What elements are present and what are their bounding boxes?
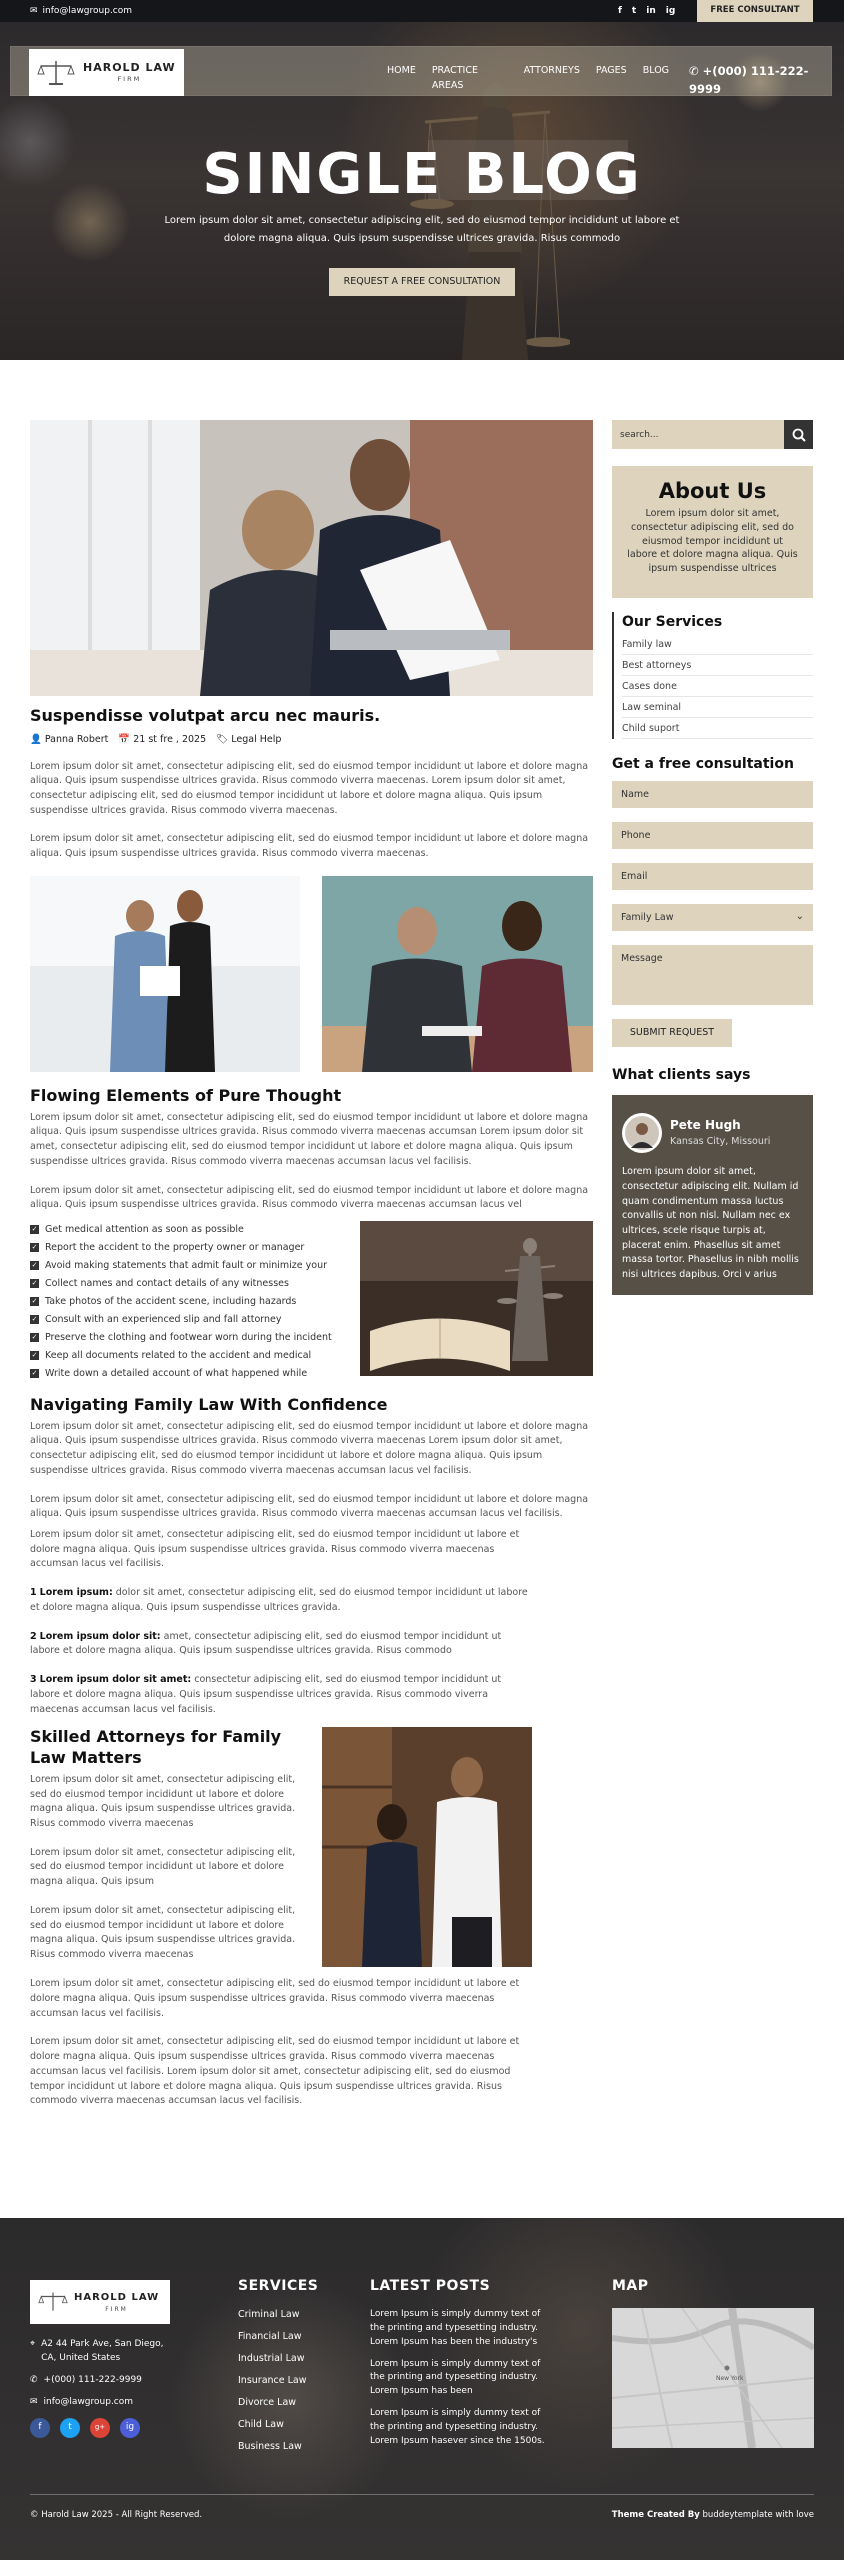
footer-map-col [612,2276,814,2453]
phone-icon: ✆ [30,2374,38,2385]
checkbox-icon: ✓ [31,1369,38,1378]
logo-subtitle: FIRM [117,75,142,84]
numbered-item-lead: Lorem ipsum: [39,1587,113,1599]
paragraph: Lorem ipsum dolor sit amet, consectetur adipiscing elit, sed do eiusmod tempor incididunt ut labore et dolore magna aliqua. Quis ipsum suspendisse ultrices gravida. Risus commodo viverra maecenas accumsan lacus vel facilisis. Lorem ipsum dolor sit amet, consectetur adipiscing elit, sed do eiusmod tempor incididunt ut labore et dolore magna aliqua. Quis ipsum suspendisse ultrices gravida. Risus commodo viverra maecenas accumsan lacus vel facilisis. [30,2036,520,2107]
post-date-text: 21 st fre , 2025 [133,733,207,745]
nav-item-attorneys[interactable]: ATTORNEYS [523,65,580,76]
footer-address-text: A2 44 Park Ave, San Diego, CA, United States [41,2339,164,2363]
post-category[interactable] [216,733,281,748]
attorneys-image [322,1727,532,1967]
paragraph: Lorem ipsum dolor sit amet, consectetur adipiscing elit, sed do eiusmod tempor incididunt ut labore et dolore magna aliqua. Quis ipsum suspendisse ultrices gravida. Risus commodo viverra maecenas [30,1904,296,1961]
avatar [622,1113,662,1153]
page-title: SINGLE BLOG [202,142,642,207]
client-avatar-icon [625,1116,659,1150]
checklist-item-text: Preserve the clothing and footwear worn during the incident [45,1331,332,1343]
twitter-icon[interactable]: t [631,6,637,16]
checklist-item-text: Write down a detailed account of what happened while [45,1367,308,1379]
service-link[interactable]: Child suport [622,718,813,739]
checklist-item-text: Consult with an experienced slip and fall attorney [45,1313,282,1325]
footer-socials [30,2418,170,2438]
footer-phone-text: +(000) 111-222-9999 [43,2374,142,2385]
hero-description: Lorem ipsum dolor sit amet, consectetur adipiscing elit, sed do eiusmod tempor incididunt ut labore et dolore magna aliqua. Quis ipsum suspendisse ultrices gravida. Risus commodo [164,215,680,244]
checklist-item-text: Collect names and contact details of any witnesses [45,1277,289,1289]
site-logo[interactable] [29,49,184,96]
paragraph: Lorem ipsum dolor sit amet, consectetur adipiscing elit, sed do eiusmod tempor incididunt ut labore et dolore magna aliqua. Quis ipsum suspendisse ultrices gravida. Risus commodo viverra maecenas accumsan lacus vel facilisis. [30,1493,589,1520]
footer-map-title: MAP [612,2278,649,2294]
numbered-item-number: 2 [30,1630,37,1642]
footer-post-link[interactable]: Lorem Ipsum is simply dummy text of the printing and typesetting industry. Lorem Ipsum hasever since the 1500s. [370,2408,545,2447]
submit-request-button[interactable]: SUBMIT REQUEST [612,1019,732,1047]
footer-logo[interactable] [30,2280,170,2324]
consultation-image-right [322,876,593,1072]
footer-email[interactable] [30,2396,170,2410]
footer-service-link[interactable]: Child Law [238,2418,284,2430]
top-bar [0,0,844,22]
checklist-item-text: Report the accident to the property owner or manager [45,1241,305,1253]
instagram-icon[interactable]: ig [665,6,676,16]
checkbox-icon: ✓ [31,1261,38,1270]
topbar-email-text: info@lawgroup.com [42,6,133,16]
service-link[interactable]: Law seminal [622,697,813,718]
footer-contact-col [30,2280,170,2438]
nav-item-blog[interactable]: BLOG [642,65,670,76]
calendar-icon: 📅 [118,733,134,745]
checkbox-icon: ✓ [31,1351,38,1360]
user-icon: 👤 [30,733,45,745]
search-bar [612,420,813,449]
services-title: Our Services [622,614,723,630]
hero-banner [0,22,844,360]
paragraph: Lorem ipsum dolor sit amet, consectetur adipiscing elit, sed do eiusmod tempor incididunt ut labore et dolore magna aliqua. Quis ipsum suspendisse ultrices gravida. Risus commodo viverra maecenas Lorem ipsum dolor sit amet, consectetur adipiscing elit, sed do eiusmod tempor incididunt ut labore et dolore magna aliqua. Quis ipsum suspendisse ultrices gravida. Risus commodo viverra maecenas accumsan lacus vel facilisis. [30,1420,589,1476]
checkbox-icon: ✓ [31,1279,38,1288]
nav-item-home[interactable]: HOME [387,65,416,76]
testimonial-text: Lorem ipsum dolor sit amet, consectetur adipiscing elit. Nullam id quam condimentum massa luctus convallis ut non nisl. Nullam nec ex ultrices, scele risque turpis at, placerat enim. Phasellus sit amet massa tortor. Phasellus in nibh mollis nisi ultrices dapibus. Orci v arius [622,1166,799,1281]
footer-service-link[interactable]: Insurance Law [238,2374,307,2386]
footer-post-link[interactable]: Lorem Ipsum is simply dummy text of the printing and typesetting industry. Lorem Ipsum has been [370,2358,541,2397]
scales-logo-icon [37,59,75,87]
checklist-item-text: Get medical attention as soon as possible [45,1223,244,1235]
footer-bottom-bar [30,2494,814,2522]
client-location: Kansas City, Missouri [670,1136,771,1147]
instagram-icon[interactable]: ig [120,2418,140,2438]
footer-posts-title: LATEST POSTS [370,2278,491,2294]
facebook-icon[interactable]: f [30,2418,50,2438]
nav-phone[interactable] [689,63,831,99]
location-pin-icon: ⌖ [30,2339,36,2349]
numbered-item-number: 1 [30,1587,37,1599]
mail-icon: ✉ [30,6,38,16]
paragraph: Lorem ipsum dolor sit amet, consectetur adipiscing elit, sed do eiusmod tempor incididunt ut labore et dolore magna aliqua. Quis ipsum suspendisse ultrices gravida. Risus commodo viverra maecenas accumsan lacus vel facilisis. [30,1529,520,1570]
practice-area-select-value: Family Law [621,912,674,924]
post-meta [30,733,593,748]
footer-phone[interactable] [30,2374,170,2388]
paragraph: Lorem ipsum dolor sit amet, consectetur adipiscing elit, sed do eiusmod tempor incididunt ut labore et dolore magna aliqua. Quis ipsum [30,1846,296,1888]
checkbox-icon: ✓ [31,1243,38,1252]
section-heading-navigating: Navigating Family Law With Confidence [30,1394,388,1414]
footer-service-link[interactable]: Industrial Law [238,2352,305,2364]
twitter-icon[interactable]: t [60,2418,80,2438]
numbered-item-text: amet, consectetur adipiscing elit, sed do eiusmod tempor incididunt ut labore et dolore magna aliqua. Quis ipsum suspendisse ultrices gravida. Risus commodo [30,1630,502,1657]
footer-post-link[interactable]: Lorem Ipsum is simply dummy text of the printing and typesetting industry. Lorem Ipsum has been the industry's [370,2308,541,2347]
nav-item-pages[interactable]: PAGES [595,65,627,76]
service-link[interactable]: Cases done [622,676,813,697]
section-heading-skilled: Skilled Attorneys for Family Law Matters [30,1727,282,1768]
phone-icon: ✆ [689,64,703,78]
copyright-text: © Harold Law 2025 - All Right Reserved. [30,2510,203,2520]
footer-service-link[interactable]: Criminal Law [238,2308,300,2320]
checklist-item-text: Avoid making statements that admit fault or minimize your [45,1259,328,1271]
checkbox-icon: ✓ [31,1297,38,1306]
nav-phone-text: +(000) 111-222-9999 [689,64,809,96]
checklist-block [30,1221,593,1389]
blog-article [30,420,593,2109]
testimonial-author [622,1113,803,1153]
phone-field[interactable]: Phone [612,822,813,849]
checkbox-icon: ✓ [31,1315,38,1324]
mail-icon: ✉ [30,2396,38,2407]
email-field[interactable]: Email [612,863,813,890]
google-plus-icon[interactable]: g+ [90,2418,110,2438]
numbered-item-lead: Lorem ipsum dolor sit: [39,1630,161,1642]
theme-credit [612,2509,814,2522]
section-heading-flowing: Flowing Elements of Pure Thought [30,1085,342,1105]
logo-name: HAROLD LAW [83,60,176,74]
nav-menu [387,64,831,100]
post-author[interactable] [30,733,108,748]
paragraph: Lorem ipsum dolor sit amet, consectetur adipiscing elit, sed do eiusmod tempor incididunt ut labore et dolore magna aliqua. Quis ipsum suspendisse ultrices gravida. Risus commodo viverra maecenas. Lorem ipsum dolor sit amet, consectetur adipiscing elit, sed do eiusmod tempor incididunt ut labore et dolore magna aliqua. Quis ipsum suspendisse ultrices gravida. Risus commodo viverra maecenas. [30,760,589,816]
footer [0,2218,844,2560]
paragraph: Lorem ipsum dolor sit amet, consectetur adipiscing elit, sed do eiusmod tempor incididunt ut labore et dolore magna aliqua. Quis ipsum suspendisse ultrices gravida. Risus commodo viverra maecenas. [30,833,589,860]
map-label: New York [716,2374,744,2382]
request-consultation-button[interactable]: REQUEST A FREE CONSULTATION [329,268,515,296]
paragraph: Lorem ipsum dolor sit amet, consectetur adipiscing elit, sed do eiusmod tempor incididunt ut labore et dolore magna aliqua. Quis ipsum suspendisse ultrices gravida. Risus commodo viverra maecenas [30,1773,296,1829]
footer-logo-subtitle: FIRM [105,2306,128,2314]
name-field[interactable]: Name [612,781,813,808]
checkbox-icon: ✓ [31,1333,38,1342]
footer-service-link[interactable]: Divorce Law [238,2396,297,2408]
numbered-item [30,1673,530,1717]
post-date [118,733,206,748]
footer-email-text: info@lawgroup.com [43,2396,134,2407]
social-links [618,5,675,19]
attorneys-block [30,1727,593,1969]
footer-service-link[interactable]: Financial Law [238,2330,302,2342]
credit-prefix: Theme Created By [611,2510,700,2520]
practice-area-select[interactable] [612,904,813,931]
checklist-item-text: Keep all documents related to the accident and medical [45,1349,312,1361]
search-icon [792,428,806,442]
about-title: About Us [658,479,767,503]
consultation-form [612,781,813,1047]
checklist-item-text: Take photos of the accident scene, including hazards [45,1295,297,1307]
featured-image [30,420,593,696]
post-author-text: Panna Robert [44,733,109,745]
message-field[interactable]: Message [612,945,813,1005]
footer-service-link[interactable]: Business Law [238,2440,302,2452]
about-text: Lorem ipsum dolor sit amet, consectetur adipiscing elit, sed do eiusmod tempor incididunt ut labore et dolore magna aliqua. Quis ipsum suspendisse ultrices [627,508,798,575]
footer-posts-col [370,2276,550,2457]
about-us-box [612,466,813,598]
topbar-email[interactable] [30,5,132,19]
search-button[interactable] [784,420,813,449]
footer-services-title: SERVICES [238,2278,319,2294]
consultation-image-left [30,876,300,1072]
paragraph: Lorem ipsum dolor sit amet, consectetur adipiscing elit, sed do eiusmod tempor incididunt ut labore et dolore magna aliqua. Quis ipsum suspendisse ultrices gravida. Risus commodo viverra maecenas accumsan Lorem ipsum dolor sit amet, consectetur adipiscing elit, sed do eiusmod tempor incididunt ut labore et dolore magna aliqua. Quis ipsum suspendisse ultrices gravida. Risus commodo viverra maecenas accumsan lacus vel facilisis. [30,1111,589,1167]
facebook-icon[interactable]: f [618,6,622,16]
footer-logo-name: HAROLD LAW [74,2291,160,2303]
search-input[interactable]: search... [612,420,784,449]
client-name: Pete Hugh [670,1118,741,1133]
checkbox-icon: ✓ [31,1225,38,1234]
main-navbar [10,46,832,96]
footer-address [30,2338,170,2366]
linkedin-icon[interactable]: in [646,6,656,16]
services-list [612,612,813,739]
image-pair [30,876,593,1072]
testimonial-card [612,1095,813,1295]
credit-link[interactable]: buddeytemplate with love [702,2510,814,2520]
paragraph: Lorem ipsum dolor sit amet, consectetur adipiscing elit, sed do eiusmod tempor incididunt ut labore et dolore magna aliqua. Quis ipsum suspendisse ultrices gravida. Risus commodo viverra maecenas accumsan lacus vel facilisis. [30,1978,520,2019]
footer-services-col [238,2276,358,2458]
numbered-item-number: 3 [30,1674,37,1686]
post-category-text: Legal Help [231,733,282,745]
testimonials-title: What clients says [612,1067,751,1084]
nav-item-practice-areas[interactable]: PRACTICE AREAS [431,65,478,91]
scales-logo-icon [38,2291,68,2313]
map-widget[interactable] [612,2308,814,2448]
numbered-item [30,1586,530,1615]
numbered-item [30,1630,530,1659]
service-link[interactable]: Family law [622,634,813,655]
consultation-form-title: Get a free consultation [612,755,794,772]
chevron-down-icon: ⌄ [795,911,804,923]
sidebar [612,420,813,1295]
numbered-item-text: dolor sit amet, consectetur adipiscing elit, sed do eiusmod tempor incididunt ut labore et dolore magna aliqua. Quis ipsum suspendisse ultrices gravida. [30,1587,528,1613]
numbered-item-lead: Lorem ipsum dolor sit amet: [39,1674,192,1686]
numbered-list [30,1586,593,1717]
free-consultant-button[interactable]: FREE CONSULTANT [697,0,813,22]
post-title: Suspendisse volutpat arcu nec mauris. [30,706,381,725]
numbered-item-text: consectetur adipiscing elit, sed do eiusmod tempor incididunt ut labore et dolore magna aliqua. Quis ipsum suspendisse ultrices gravida. Risus commodo viverra maecenas accumsan lacus vel facilisis. [30,1674,502,1715]
paragraph: Lorem ipsum dolor sit amet, consectetur adipiscing elit, sed do eiusmod tempor incididunt ut labore et dolore magna aliqua. Quis ipsum suspendisse ultrices gravida. Risus commodo viverra maecenas accumsan lacus vel [30,1184,589,1211]
law-books-image [360,1221,593,1376]
tag-icon: 🏷 [216,733,232,745]
service-link[interactable]: Best attorneys [622,655,813,676]
